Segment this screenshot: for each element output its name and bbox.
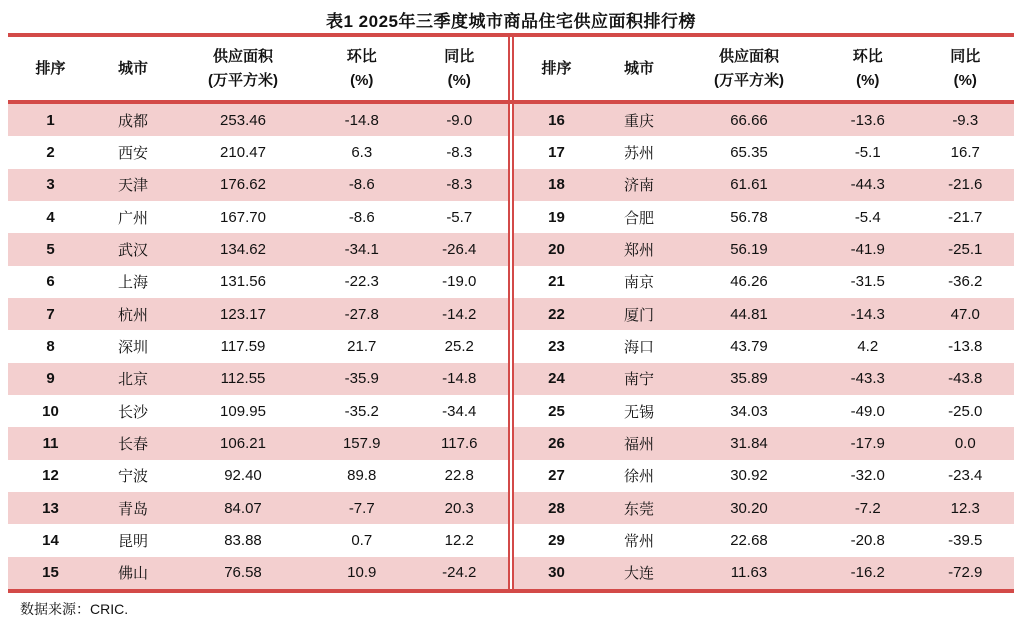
table-row: [514, 330, 1014, 362]
table-row: [514, 363, 1014, 395]
yoy-change-cell: -21.6: [948, 176, 983, 194]
yoy-change-cell: -13.8: [948, 337, 983, 355]
rank-cell: 28: [548, 499, 565, 517]
supply-area-cell: 44.81: [730, 305, 768, 323]
yoy-change-cell: -14.2: [442, 305, 477, 323]
supply-area-cell: 84.07: [224, 499, 262, 517]
supply-area-cell: 167.70: [220, 208, 266, 226]
city-cell: 重庆: [623, 112, 654, 130]
yoy-change-cell: -8.3: [446, 143, 473, 161]
supply-area-cell: 109.95: [220, 402, 266, 420]
mom-change-cell: 0.7: [351, 531, 373, 549]
city-cell: 青岛: [117, 500, 148, 518]
supply-area-cell: 11.63: [730, 564, 768, 582]
table-row: [514, 557, 1014, 589]
table-header-right: [514, 37, 1014, 100]
table-row: [8, 136, 508, 168]
rank-cell: 30: [548, 564, 565, 582]
rank-cell: 22: [548, 305, 565, 323]
rank-cell: 21: [548, 273, 565, 291]
rank-cell: 5: [46, 240, 55, 258]
col-header-yoy-line2: (%): [447, 71, 471, 89]
rank-cell: 25: [548, 402, 565, 420]
mom-change-cell: -5.1: [854, 143, 881, 161]
table-row: [514, 233, 1014, 265]
city-cell: 西安: [117, 144, 148, 162]
supply-area-cell: 61.61: [730, 176, 768, 194]
city-cell: 宁波: [117, 468, 148, 486]
col-header-yoy-line1: 同比: [444, 48, 475, 66]
supply-area-cell: 43.79: [730, 337, 768, 355]
rank-cell: 15: [42, 564, 59, 582]
col-header-rank: 排序: [35, 59, 66, 77]
city-cell: 福州: [623, 435, 654, 453]
table-row: [514, 136, 1014, 168]
col-header-yoy-line2: (%): [953, 71, 977, 89]
supply-area-cell: 30.20: [730, 499, 768, 517]
table-row: [514, 298, 1014, 330]
table-header-left: [8, 37, 508, 100]
yoy-change-cell: -19.0: [442, 273, 477, 291]
col-header-supply-line2: (万平方米): [208, 71, 278, 89]
yoy-change-cell: -9.0: [446, 111, 473, 129]
rank-cell: 10: [42, 402, 59, 420]
mom-change-cell: 89.8: [347, 467, 377, 485]
yoy-change-cell: 0.0: [954, 434, 976, 452]
city-cell: 南宁: [623, 371, 654, 389]
yoy-change-cell: 25.2: [444, 337, 474, 355]
rank-cell: 11: [42, 434, 59, 452]
mom-change-cell: -35.9: [344, 370, 379, 388]
yoy-change-cell: 47.0: [950, 305, 980, 323]
mom-change-cell: -16.2: [850, 564, 885, 582]
yoy-change-cell: -14.8: [442, 370, 477, 388]
mom-change-cell: -20.8: [850, 531, 885, 549]
col-header-supply: [679, 45, 819, 92]
table-rows-left: [8, 104, 508, 589]
mom-change-cell: -8.6: [348, 208, 375, 226]
table-row: [514, 169, 1014, 201]
rank-cell: 23: [548, 337, 565, 355]
mom-change-cell: -7.7: [348, 499, 375, 517]
yoy-change-cell: 16.7: [950, 143, 980, 161]
supply-area-cell: 176.62: [220, 176, 266, 194]
yoy-change-cell: -72.9: [948, 564, 983, 582]
col-header-supply-line1: 供应面积: [212, 48, 273, 66]
yoy-change-cell: -21.7: [948, 208, 983, 226]
rank-cell: 24: [548, 370, 565, 388]
rank-cell: 8: [46, 337, 55, 355]
yoy-change-cell: -26.4: [442, 240, 477, 258]
city-cell: 常州: [623, 532, 654, 550]
mom-change-cell: 157.9: [342, 434, 381, 452]
supply-area-cell: 56.78: [730, 208, 768, 226]
city-cell: 济南: [623, 177, 654, 195]
yoy-change-cell: -43.8: [948, 370, 983, 388]
table-row: [514, 427, 1014, 459]
rank-cell: 4: [46, 208, 55, 226]
yoy-change-cell: -24.2: [442, 564, 477, 582]
city-cell: 郑州: [623, 241, 654, 259]
city-cell: 杭州: [117, 306, 148, 324]
table-row: [8, 330, 508, 362]
col-header-mom-line2: (%): [350, 71, 374, 89]
table-row: [514, 266, 1014, 298]
table-rows-right: [514, 104, 1014, 589]
rank-cell: 7: [46, 305, 55, 323]
yoy-change-cell: -5.7: [446, 208, 473, 226]
supply-area-cell: 66.66: [730, 111, 768, 129]
city-cell: 厦门: [623, 306, 654, 324]
city-cell: 东莞: [623, 500, 654, 518]
city-cell: 北京: [117, 371, 148, 389]
col-header-rank: 排序: [541, 59, 572, 77]
mom-change-cell: -32.0: [850, 467, 885, 485]
yoy-change-cell: -25.1: [948, 240, 983, 258]
yoy-change-cell: 117.6: [441, 434, 478, 452]
city-cell: 佛山: [117, 565, 148, 583]
table-header-band: [8, 37, 1014, 100]
city-cell: 深圳: [117, 338, 148, 356]
table-row: [8, 492, 508, 524]
supply-area-cell: 106.21: [220, 434, 266, 452]
city-cell: 徐州: [623, 468, 654, 486]
supply-area-cell: 56.19: [730, 240, 768, 258]
rank-cell: 29: [548, 531, 565, 549]
city-cell: 长春: [117, 435, 148, 453]
table-row: [514, 104, 1014, 136]
mom-change-cell: -41.9: [850, 240, 885, 258]
supply-area-cell: 83.88: [224, 531, 262, 549]
yoy-change-cell: -8.3: [446, 176, 473, 194]
mom-change-cell: -34.1: [344, 240, 379, 258]
rank-cell: 3: [46, 176, 55, 194]
supply-area-cell: 117.59: [220, 337, 266, 355]
mom-change-cell: -7.2: [854, 499, 881, 517]
col-header-mom-line1: 环比: [852, 48, 883, 66]
supply-area-cell: 34.03: [730, 402, 768, 420]
city-cell: 大连: [623, 565, 654, 583]
rank-cell: 9: [46, 370, 55, 388]
table-row: [514, 201, 1014, 233]
supply-area-cell: 123.17: [220, 305, 266, 323]
col-header-yoy: [411, 45, 509, 92]
rank-cell: 2: [46, 143, 55, 161]
yoy-change-cell: -34.4: [442, 402, 477, 420]
table-row: [514, 460, 1014, 492]
supply-area-cell: 210.47: [220, 143, 266, 161]
col-header-supply-line2: (万平方米): [714, 71, 784, 89]
yoy-change-cell: -39.5: [948, 531, 983, 549]
city-cell: 广州: [117, 209, 148, 227]
city-cell: 苏州: [623, 144, 654, 162]
supply-area-cell: 30.92: [730, 467, 768, 485]
city-cell: 无锡: [623, 403, 654, 421]
table-body-band: [8, 104, 1014, 589]
supply-area-cell: 131.56: [220, 273, 266, 291]
col-header-mom: [313, 45, 411, 92]
mom-change-cell: -27.8: [344, 305, 379, 323]
col-header-mom-line1: 环比: [346, 48, 377, 66]
col-header-yoy-line1: 同比: [950, 48, 981, 66]
supply-area-cell: 92.40: [224, 467, 262, 485]
yoy-change-cell: -25.0: [948, 402, 983, 420]
mom-change-cell: 10.9: [347, 564, 377, 582]
rank-cell: 19: [548, 208, 565, 226]
mom-change-cell: -5.4: [854, 208, 881, 226]
mom-change-cell: 21.7: [347, 337, 377, 355]
supply-area-cell: 22.68: [730, 531, 768, 549]
table-row: [8, 104, 508, 136]
city-cell: 成都: [117, 112, 148, 130]
mom-change-cell: -22.3: [344, 273, 379, 291]
table-row: [8, 298, 508, 330]
rank-cell: 16: [548, 111, 565, 129]
table-row: [8, 201, 508, 233]
yoy-change-cell: -23.4: [948, 467, 983, 485]
mom-change-cell: -17.9: [850, 434, 885, 452]
table-row: [514, 524, 1014, 556]
mom-change-cell: -35.2: [344, 402, 379, 420]
rank-cell: 1: [46, 111, 55, 129]
table-row: [514, 492, 1014, 524]
table-row: [8, 557, 508, 589]
rank-cell: 20: [548, 240, 565, 258]
city-cell: 天津: [117, 177, 148, 195]
yoy-change-cell: 12.2: [444, 531, 474, 549]
city-cell: 合肥: [623, 209, 654, 227]
table-row: [8, 233, 508, 265]
table-row: [8, 427, 508, 459]
mom-change-cell: -13.6: [850, 111, 885, 129]
mom-change-cell: -43.3: [850, 370, 885, 388]
col-header-mom-line2: (%): [856, 71, 880, 89]
mom-change-cell: -49.0: [850, 402, 885, 420]
col-header-supply-line1: 供应面积: [718, 48, 779, 66]
city-cell: 海口: [623, 338, 654, 356]
table-row: [8, 524, 508, 556]
col-header-city: 城市: [117, 59, 148, 77]
rank-cell: 13: [42, 499, 59, 517]
mom-change-cell: -44.3: [850, 176, 885, 194]
yoy-change-cell: 20.3: [444, 499, 474, 517]
supply-area-cell: 253.46: [220, 111, 266, 129]
rank-cell: 6: [46, 273, 55, 291]
table-row: [514, 395, 1014, 427]
city-cell: 上海: [117, 274, 148, 292]
rank-cell: 27: [548, 467, 565, 485]
supply-area-cell: 31.84: [730, 434, 768, 452]
yoy-change-cell: -36.2: [948, 273, 983, 291]
table-row: [8, 266, 508, 298]
rank-cell: 17: [548, 143, 565, 161]
city-cell: 南京: [623, 274, 654, 292]
mom-change-cell: 4.2: [857, 337, 879, 355]
rank-cell: 14: [42, 531, 59, 549]
yoy-change-cell: -9.3: [952, 111, 979, 129]
table-bottom-border: [8, 589, 1014, 593]
table-row: [8, 363, 508, 395]
supply-area-cell: 76.58: [224, 564, 262, 582]
table-row: [8, 460, 508, 492]
col-header-city: 城市: [623, 59, 654, 77]
mom-change-cell: -8.6: [348, 176, 375, 194]
city-cell: 武汉: [117, 241, 148, 259]
table-title: 表1 2025年三季度城市商品住宅供应面积排行榜: [326, 12, 696, 31]
ranking-table: [8, 33, 1014, 593]
supply-area-cell: 112.55: [220, 370, 266, 388]
yoy-change-cell: 12.3: [950, 499, 980, 517]
supply-area-cell: 46.26: [730, 273, 768, 291]
table-row: [8, 169, 508, 201]
mom-change-cell: -14.3: [850, 305, 885, 323]
rank-cell: 12: [42, 467, 59, 485]
supply-area-cell: 35.89: [730, 370, 768, 388]
supply-area-cell: 65.35: [730, 143, 768, 161]
supply-area-cell: 134.62: [220, 240, 266, 258]
rank-cell: 18: [548, 176, 565, 194]
mom-change-cell: -31.5: [850, 273, 885, 291]
yoy-change-cell: 22.8: [444, 467, 474, 485]
col-header-supply: [173, 45, 313, 92]
city-cell: 长沙: [117, 403, 148, 421]
mom-change-cell: 6.3: [351, 143, 373, 161]
mom-change-cell: -14.8: [344, 111, 379, 129]
col-header-mom: [819, 45, 917, 92]
table-row: [8, 395, 508, 427]
rank-cell: 26: [548, 434, 565, 452]
city-cell: 昆明: [117, 532, 148, 550]
data-source-note: 数据来源：CRIC.: [20, 601, 129, 617]
col-header-yoy: [917, 45, 1015, 92]
